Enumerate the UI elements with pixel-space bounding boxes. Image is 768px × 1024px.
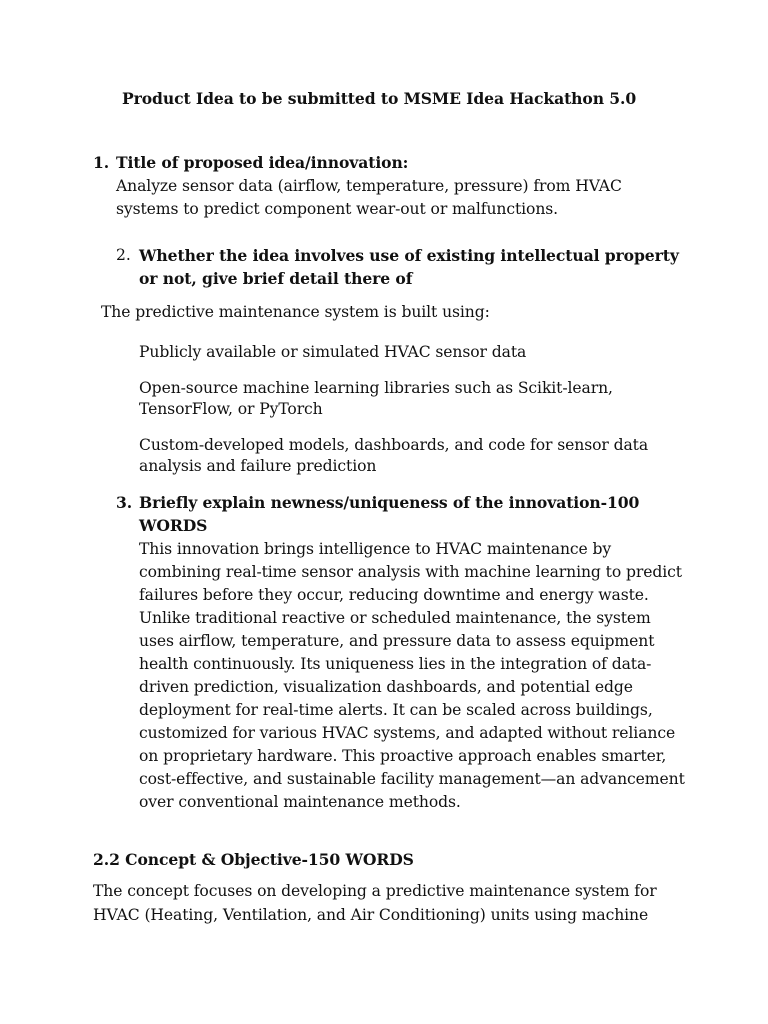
section-3-body-line: cost-effective, and sustainable facility management—an advancement xyxy=(139,770,685,788)
section-2-2-title: 2.2 Concept & Objective-150 WORDS xyxy=(93,850,414,869)
list-item-continuation: analysis and failure prediction xyxy=(139,457,377,475)
section-3-body-line: customized for various HVAC systems, and adapted without reliance xyxy=(139,724,676,742)
section-3-title-line: Briefly explain newness/uniqueness of the innovation-100 xyxy=(139,493,640,512)
section-3-body-line: failures before they occur, reducing downtime and energy waste. xyxy=(139,586,649,604)
section-2-intro: The predictive maintenance system is built using: xyxy=(101,303,490,321)
section-1-body-line: systems to predict component wear-out or malfunctions. xyxy=(116,200,559,218)
section-2-number: 2. xyxy=(116,246,131,264)
section-3-body-line: health continuously. Its uniqueness lies in the integration of data- xyxy=(139,655,652,673)
section-3-body-line: This innovation brings intelligence to HVAC maintenance by xyxy=(139,540,612,558)
section-3-number: 3. xyxy=(116,493,133,512)
section-2-title-line: Whether the idea involves use of existing intellectual property xyxy=(139,246,679,265)
list-item: Custom-developed models, dashboards, and code for sensor data xyxy=(139,436,649,454)
section-3-body-line: combining real-time sensor analysis with machine learning to predict xyxy=(139,563,682,581)
section-3-body-line: uses airflow, temperature, and pressure data to assess equipment xyxy=(139,632,655,650)
section-2-title-line: or not, give brief detail there of xyxy=(139,269,413,288)
section-2-2-body-line: HVAC (Heating, Ventilation, and Air Conditioning) units using machine xyxy=(93,906,649,924)
list-item: Publicly available or simulated HVAC sensor data xyxy=(139,343,527,361)
section-3-body-line: on proprietary hardware. This proactive approach enables smarter, xyxy=(139,747,667,765)
section-3-body-line: Unlike traditional reactive or scheduled maintenance, the system xyxy=(139,609,651,627)
section-3-body-line: over conventional maintenance methods. xyxy=(139,793,461,811)
section-3-title-line: WORDS xyxy=(139,516,208,535)
section-3-body-line: deployment for real-time alerts. It can be scaled across buildings, xyxy=(139,701,653,719)
section-2-2-body-line: The concept focuses on developing a predictive maintenance system for xyxy=(93,882,657,900)
section-1-number: 1. xyxy=(93,153,110,172)
section-1-body-line: Analyze sensor data (airflow, temperature, pressure) from HVAC xyxy=(116,177,622,195)
list-item-continuation: TensorFlow, or PyTorch xyxy=(139,400,323,418)
list-item: Open-source machine learning libraries such as Scikit-learn, xyxy=(139,379,613,397)
section-3-body-line: driven prediction, visualization dashboards, and potential edge xyxy=(139,678,633,696)
document-heading: Product Idea to be submitted to MSME Idea Hackathon 5.0 xyxy=(122,89,637,108)
section-1-title: Title of proposed idea/innovation: xyxy=(116,153,409,172)
